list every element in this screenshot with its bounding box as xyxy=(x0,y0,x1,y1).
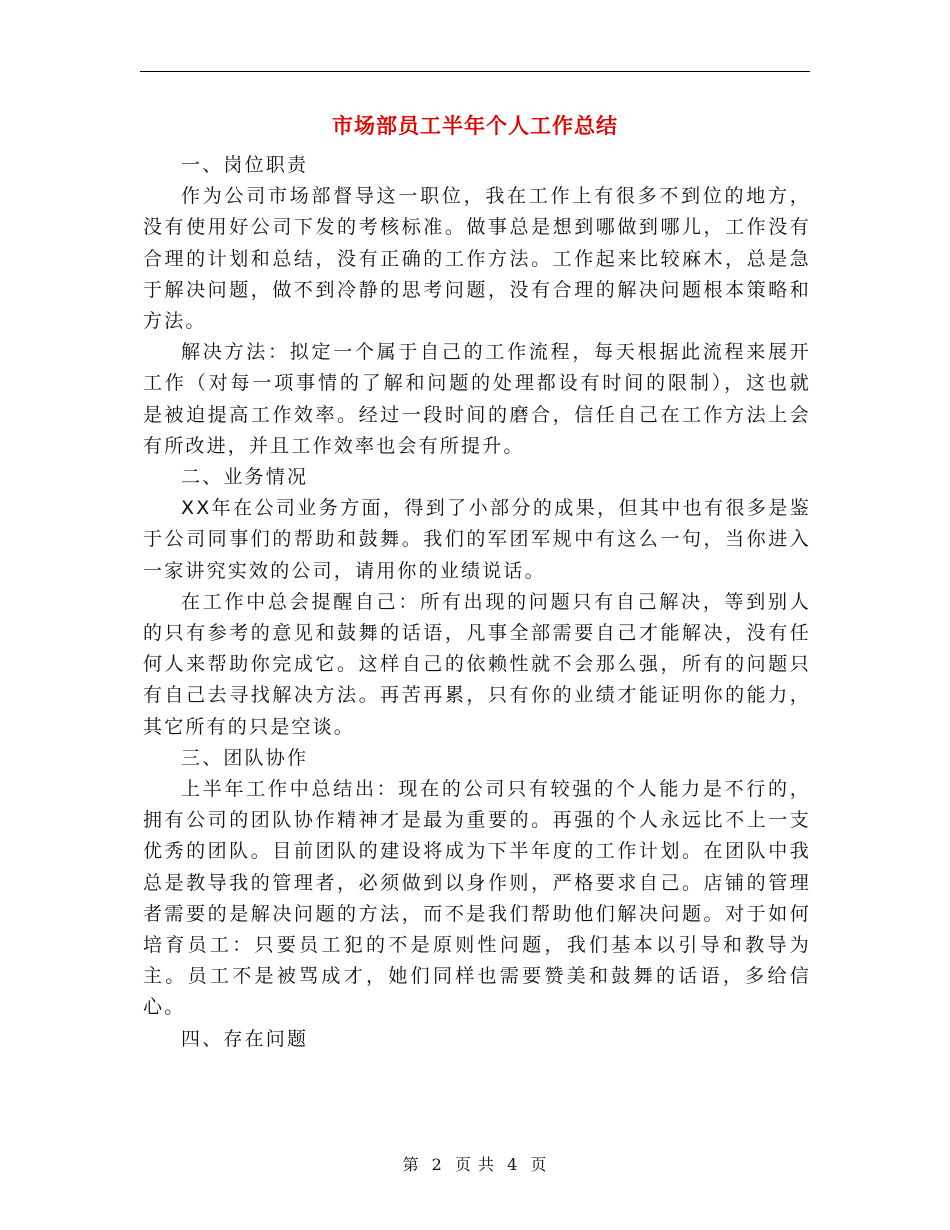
paragraph-duties: 作为公司市场部督导这一职位，我在工作上有很多不到位的地方，没有使用好公司下发的考核标准。做事总是想到哪做到哪儿，工作没有合理的计划和总结，没有正确的工作方法。工作起来比较麻木，总是急于解决问题，做不到冷静的思考问题，没有合理的解决问题根本策略和方法。 xyxy=(143,185,811,333)
footer-suffix: 页 xyxy=(530,1155,548,1174)
footer-total-pages: 4 xyxy=(507,1155,519,1174)
footer-prefix: 第 xyxy=(402,1155,420,1174)
paragraph-self-reliance: 在工作中总会提醒自己：所有出现的问题只有自己解决，等到别人的只有参考的意见和鼓舞的话语，凡事全部需要自己才能解决，没有任何人来帮助你完成它。这样自己的依赖性就不会那么强，所有的问题只有自己去寻找解决方法。再苦再累，只有你的业绩才能证明你的能力，其它所有的只是空谈。 xyxy=(143,590,811,738)
section-heading-duties: 一、岗位职责 xyxy=(181,154,309,176)
header-rule xyxy=(140,71,810,72)
page-footer xyxy=(0,1152,950,1175)
paragraph-business: XX年在公司业务方面，得到了小部分的成果，但其中也有很多是鉴于公司同事们的帮助和鼓舞。我们的军团军规中有这么一句，当你进入一家讲究实效的公司，请用你的业绩说话。 xyxy=(143,497,811,582)
document-body xyxy=(143,150,811,1055)
document-title: 市场部员工半年个人工作总结 xyxy=(332,113,618,138)
footer-middle: 页 共 xyxy=(454,1155,496,1174)
footer-page-number: 2 xyxy=(431,1155,443,1174)
section-heading-business: 二、业务情况 xyxy=(181,466,309,489)
section-heading-teamwork: 三、团队协作 xyxy=(181,746,309,769)
paragraph-teamwork: 上半年工作中总结出：现在的公司只有较强的个人能力是不行的，拥有公司的团队协作精神才是最为重要的。再强的个人永远比不上一支优秀的团队。目前团队的建设将成为下半年度的工作计划。在团队中我总是教导我的管理者，必须做到以身作则，严格要求自己。店铺的管理者需要的是解决问题的方法，而不是我们帮助他们解决问题。对于如何培育员工：只要员工犯的不是原则性问题，我们基本以引导和教导为主。员工不是被骂成才，她们同样也需要赞美和鼓舞的话语，多给信心。 xyxy=(143,778,811,1019)
paragraph-solution: 解决方法：拟定一个属于自己的工作流程，每天根据此流程来展开工作（对每一项事情的了解和问题的处理都设有时间的限制），这也就是被迫提高工作效率。经过一段时间的磨合，信任自己在工作方法上会有所改进，并且工作效率也会有所提升。 xyxy=(143,341,811,457)
section-heading-problems: 四、存在问题 xyxy=(181,1027,309,1050)
